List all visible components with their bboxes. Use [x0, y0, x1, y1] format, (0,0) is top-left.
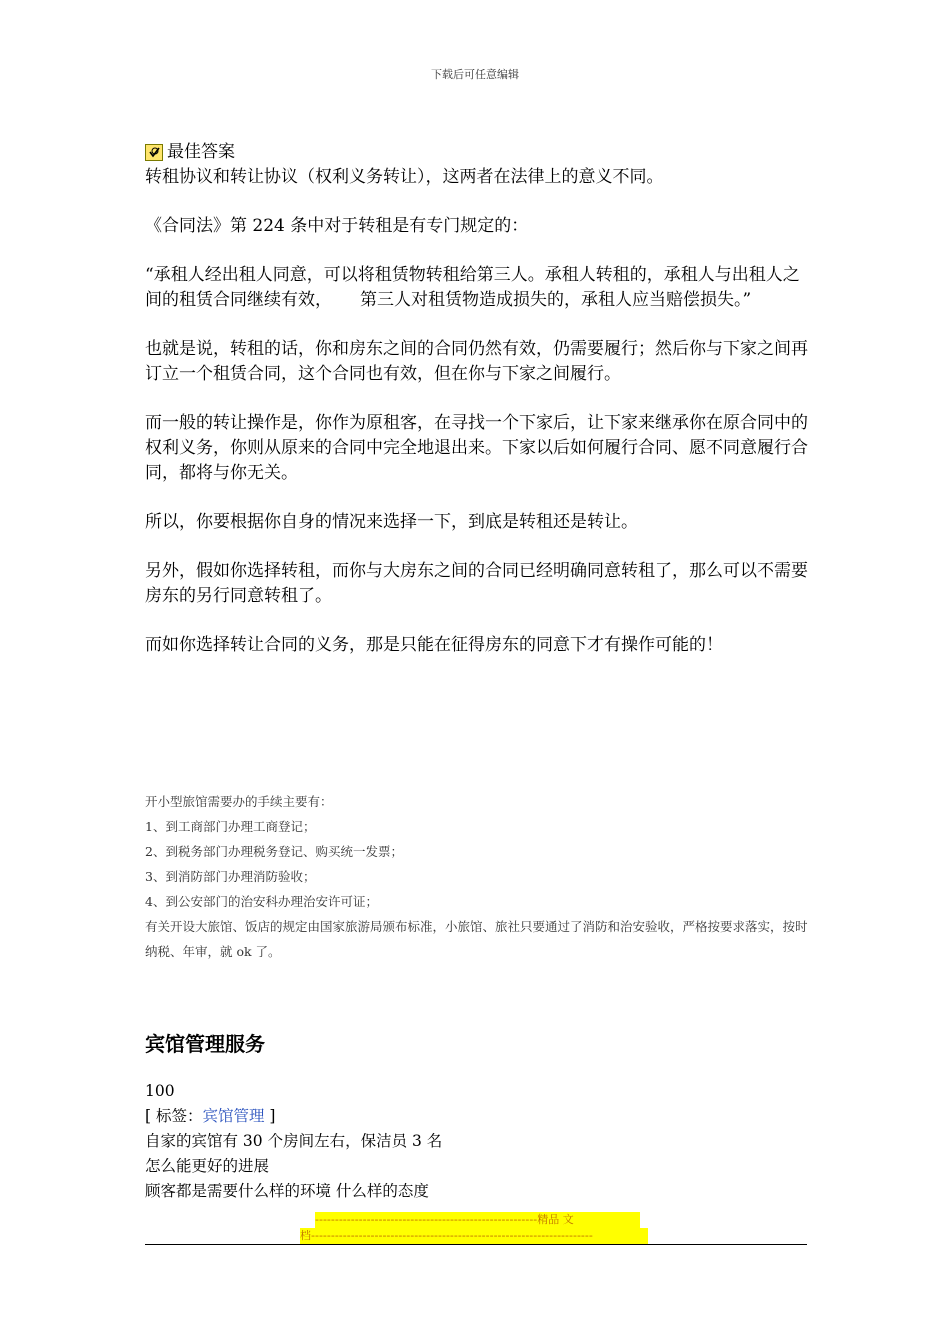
procedure-item: 2、到税务部门办理税务登记、购买统一发票； — [145, 844, 403, 859]
tag-line — [145, 1104, 810, 1129]
answer-paragraph-1: 转租协议和转让协议（权利义务转让），这两者在法律上的意义不同。 — [145, 167, 664, 187]
best-answer-label: 最佳答案 — [167, 142, 235, 162]
best-answer-block — [145, 140, 810, 682]
answer-paragraph-2: 《合同法》第 224 条中对于转租是有专门规定的： — [145, 216, 529, 236]
answer-paragraph-6: 所以，你要根据你自身的情况来选择一下，到底是转租还是转让。 — [145, 512, 638, 532]
hotel-management-section — [145, 1032, 810, 1204]
footer-banner-line-2: 档----------------------------------------------------------------------- — [300, 1228, 648, 1244]
answer-paragraph-4: 也就是说，转租的话，你和房东之间的合同仍然有效，仍需要履行；然后你与下家之间再订立一个租赁合同，这个合同也有效，但在你与下家之间履行。 — [145, 339, 808, 384]
tag-suffix: ] — [264, 1107, 276, 1125]
procedures-note: 有关开设大旅馆、饭店的规定由国家旅游局颁布标准，小旅馆、旅社只要通过了消防和治安验收，严格按要求落实，按时纳税、年审，就 ok 了。 — [145, 919, 808, 959]
best-answer-icon — [145, 144, 163, 161]
procedure-item: 4、到公安部门的治安科办理治安许可证； — [145, 894, 378, 909]
law-quote-part-2: 第三人对租赁物造成损失的，承租人应当赔偿损失。” — [360, 290, 752, 310]
page-header: 下载后可任意编辑 — [431, 68, 519, 81]
tag-link[interactable]: 宾馆管理 — [202, 1107, 265, 1125]
question-line: 自家的宾馆有 30 个房间左右，保洁员 3 名 — [145, 1132, 443, 1150]
tag-prefix: [ 标签： — [145, 1107, 203, 1125]
answer-paragraph-7: 另外，假如你选择转租，而你与大房东之间的合同已经明确同意转租了，那么可以不需要房东的另行同意转租了。 — [145, 561, 808, 606]
answer-paragraph-3 — [145, 263, 810, 313]
best-answer-heading — [145, 140, 810, 165]
footer-divider — [145, 1244, 807, 1245]
footer-banner-line-1: --------------------------------------------------------精品 文 — [315, 1212, 640, 1228]
procedures-intro: 开小型旅馆需要办的手续主要有： — [145, 794, 333, 809]
question-line: 怎么能更好的进展 — [145, 1157, 270, 1175]
answer-paragraph-8: 而如你选择转让合同的义务，那是只能在征得房东的同意下才有操作可能的！ — [145, 635, 723, 655]
answer-paragraph-5: 而一般的转让操作是，你作为原租客，在寻找一个下家后，让下家来继承你在原合同中的权利义务，你则从原来的合同中完全地退出来。下家以后如何履行合同、愿不同意履行合同，都将与你无关。 — [145, 413, 808, 483]
procedure-item: 1、到工商部门办理工商登记； — [145, 819, 316, 834]
law-quote-part-1: “承租人经出租人同意，可以将租赁物转租给第三人。承租人转租的，承租人与出租人之间的租赁合同继续有效， — [145, 265, 800, 310]
question-score: 100 — [145, 1082, 175, 1100]
question-line: 顾客都是需要什么样的环境 什么样的态度 — [145, 1182, 429, 1200]
footer-banner — [300, 1212, 650, 1244]
section-title: 宾馆管理服务 — [145, 1032, 265, 1056]
procedure-item: 3、到消防部门办理消防验收； — [145, 869, 316, 884]
hotel-procedures-block — [145, 789, 810, 964]
